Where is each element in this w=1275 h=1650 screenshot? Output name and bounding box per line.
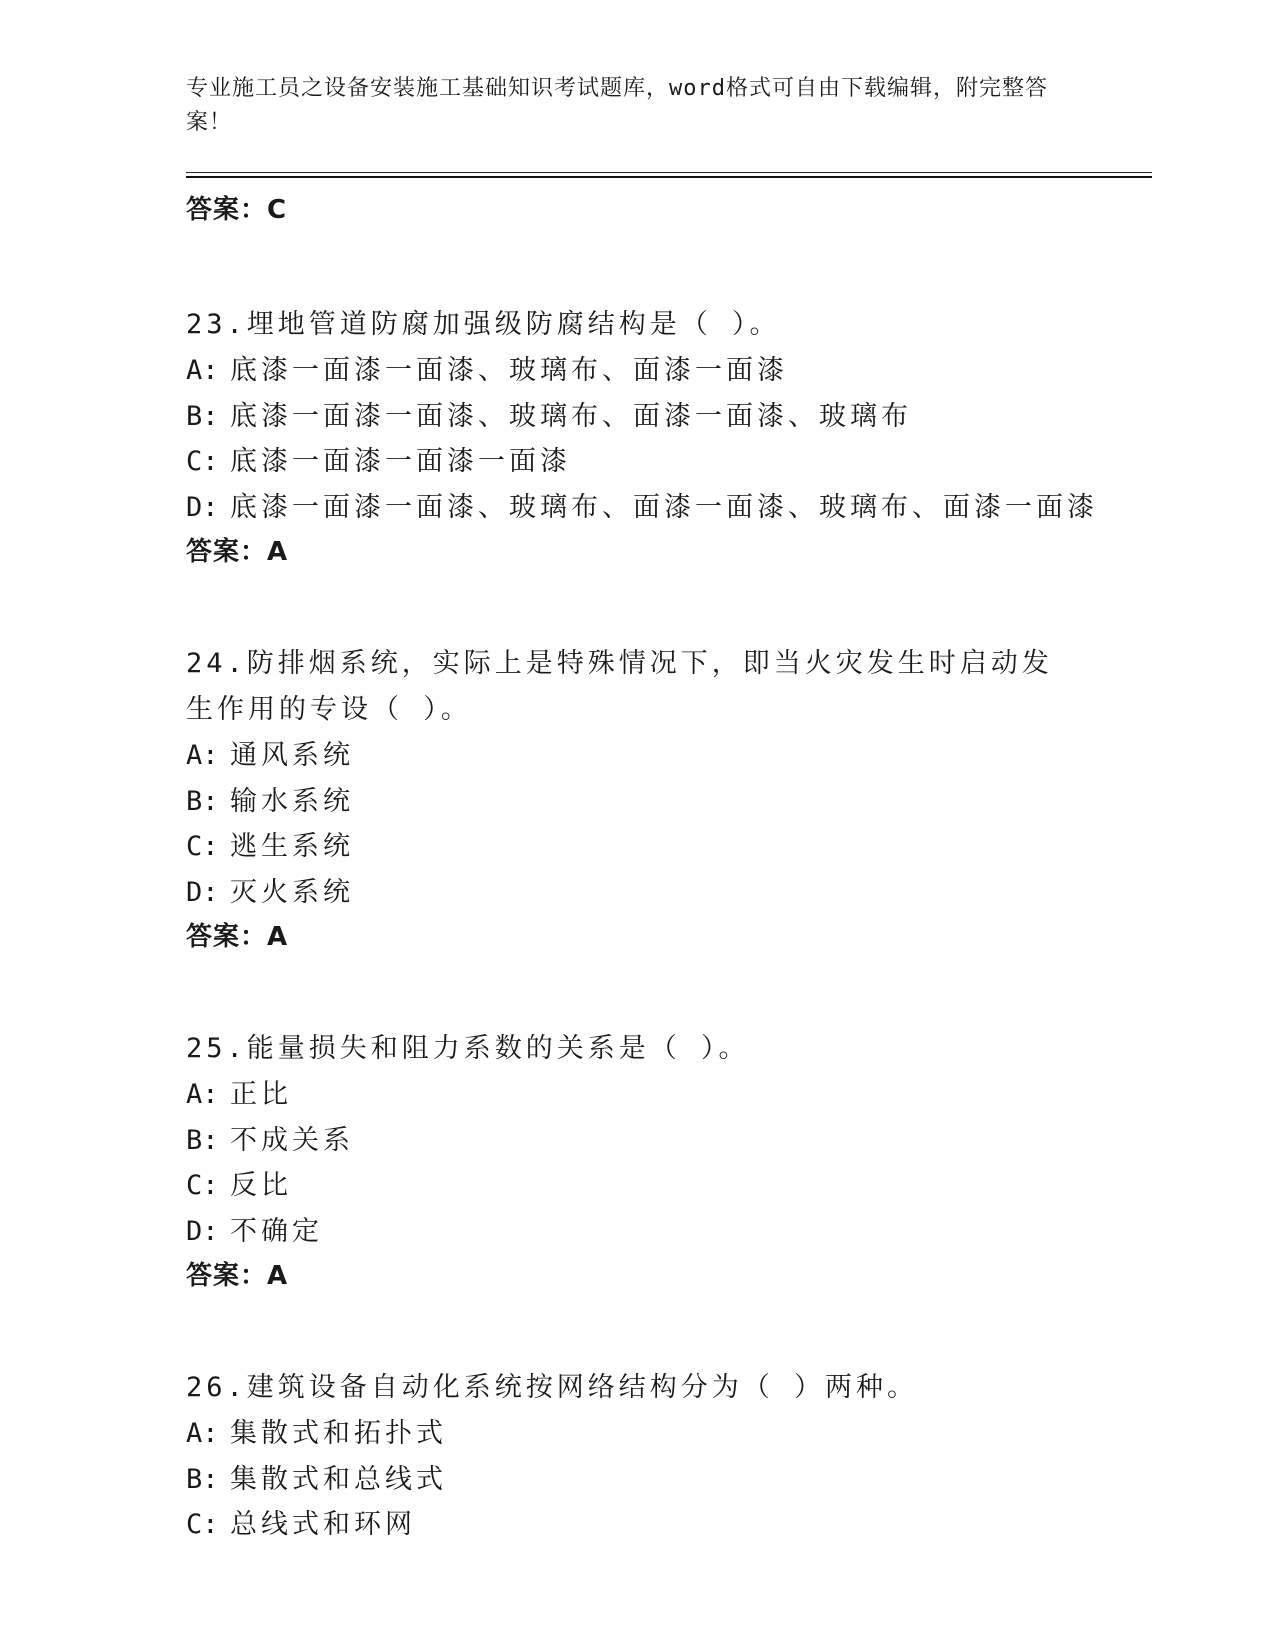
option-c (186, 824, 1146, 870)
option-b (186, 1118, 1146, 1164)
option-text: 逃生系统 (230, 831, 354, 862)
option-text: 底漆一面漆一面漆一面漆 (230, 446, 571, 477)
question-block (186, 641, 1146, 960)
option-label: A: (186, 1418, 219, 1449)
question-block (186, 1026, 1146, 1299)
option-b (186, 779, 1146, 825)
option-c (186, 1502, 1146, 1548)
question-block (186, 1365, 1146, 1548)
option-label: B: (186, 1124, 219, 1156)
option-label: A: (186, 355, 219, 386)
option-a (186, 1411, 1146, 1457)
option-label: A: (186, 740, 219, 771)
option-a (186, 348, 1146, 394)
option-label: C: (186, 446, 219, 477)
question-list (186, 188, 1146, 1548)
answer-line: 答案：A (186, 922, 289, 952)
question-block (186, 302, 1146, 575)
option-a (186, 1072, 1146, 1118)
answer-line: 答案：C (186, 195, 288, 225)
option-text: 反比 (230, 1170, 292, 1201)
option-text: 底漆一面漆一面漆、玻璃布、面漆一面漆、玻璃布、面漆一面漆 (230, 491, 1098, 523)
option-text: 底漆一面漆一面漆、玻璃布、面漆一面漆 (230, 355, 788, 386)
option-label: B: (186, 785, 219, 817)
option-text: 正比 (230, 1079, 292, 1110)
option-d (186, 870, 1146, 916)
option-text: 总线式和环网 (230, 1509, 416, 1540)
header-text: 专业施工员之设备安装施工基础知识考试题库，word格式可自由下载编辑，附完整答案！ (186, 76, 1048, 135)
option-text: 不确定 (230, 1215, 323, 1247)
option-label: D: (186, 491, 219, 523)
option-b (186, 1457, 1146, 1503)
question-stem: 25.能量损失和阻力系数的关系是（ ）。 (186, 1033, 750, 1064)
option-label: D: (186, 1215, 219, 1247)
question-stem: 26.建筑设备自动化系统按网络结构分为（ ）两种。 (186, 1372, 919, 1403)
answer-line: 答案：A (186, 537, 289, 567)
option-label: B: (186, 400, 219, 432)
option-label: C: (186, 1509, 219, 1540)
document-header (186, 72, 1066, 140)
header-divider-thin (186, 172, 1152, 173)
option-text: 底漆一面漆一面漆、玻璃布、面漆一面漆、玻璃布 (230, 400, 912, 432)
question-stem: 24.防排烟系统，实际上是特殊情况下，即当火灾发生时启动发生作用的专设（ ）。 (186, 648, 1053, 725)
option-d (186, 485, 1146, 531)
option-text: 通风系统 (230, 740, 354, 771)
option-label: B: (186, 1463, 219, 1495)
option-label: D: (186, 876, 219, 908)
question-stem: 23.埋地管道防腐加强级防腐结构是（ ）。 (186, 309, 781, 340)
option-label: C: (186, 831, 219, 862)
option-d (186, 1209, 1146, 1255)
option-label: C: (186, 1170, 219, 1201)
option-c (186, 439, 1146, 485)
option-text: 灭火系统 (230, 876, 354, 908)
option-text: 不成关系 (230, 1124, 354, 1156)
option-label: A: (186, 1079, 219, 1110)
option-a (186, 733, 1146, 779)
header-divider-thick (186, 176, 1152, 178)
option-text: 输水系统 (230, 785, 354, 817)
option-text: 集散式和拓扑式 (230, 1418, 447, 1449)
option-text: 集散式和总线式 (230, 1463, 447, 1495)
option-c (186, 1163, 1146, 1209)
option-b (186, 394, 1146, 440)
answer-line: 答案：A (186, 1261, 289, 1291)
